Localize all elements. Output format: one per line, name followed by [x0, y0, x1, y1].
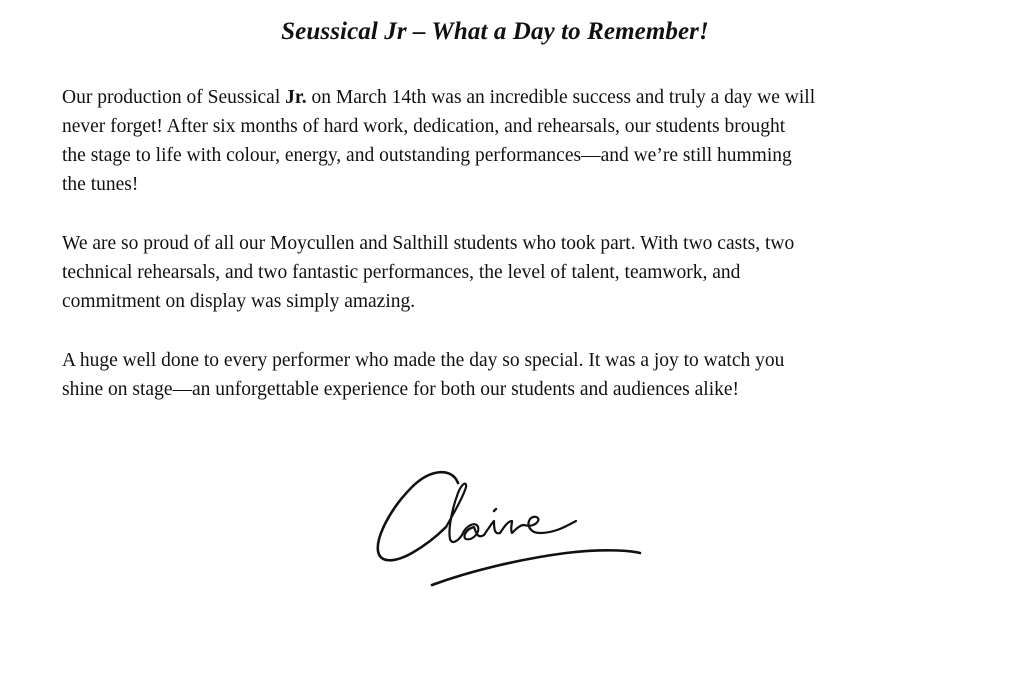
paragraph-line: We are so proud of all our Moycullen and Salthill students who took part. With two casts, two	[62, 233, 795, 254]
paragraph-line: never forget! After six months of hard work, dedication, and rehearsals, our students brought	[62, 116, 786, 137]
paragraph-line: the tunes!	[62, 174, 139, 195]
paragraph-intro	[62, 83, 982, 199]
paragraph-line: the stage to life with colour, energy, and outstanding performances—and we’re still humming	[62, 145, 792, 166]
paragraph-line	[62, 83, 982, 112]
paragraph-line: technical rehearsals, and two fantastic performances, the level of talent, teamwork, and	[62, 262, 741, 283]
paragraph-line: commitment on display was simply amazing.	[62, 291, 416, 312]
text-run: Our production of Seussical	[62, 87, 286, 108]
paragraph-line: shine on stage—an unforgettable experience for both our students and audiences alike!	[62, 379, 740, 400]
paragraph-well-done	[62, 346, 982, 404]
handwritten-signature	[360, 455, 660, 595]
paragraph-pride	[62, 229, 982, 316]
text-run: on March 14th was an incredible success and truly a day we will	[306, 87, 816, 108]
paragraph-line: A huge well done to every performer who made the day so special. It was a joy to watch you	[62, 350, 785, 371]
text-run-bold: Jr.	[285, 87, 307, 108]
page-title: Seussical Jr – What a Day to Remember!	[281, 18, 709, 45]
